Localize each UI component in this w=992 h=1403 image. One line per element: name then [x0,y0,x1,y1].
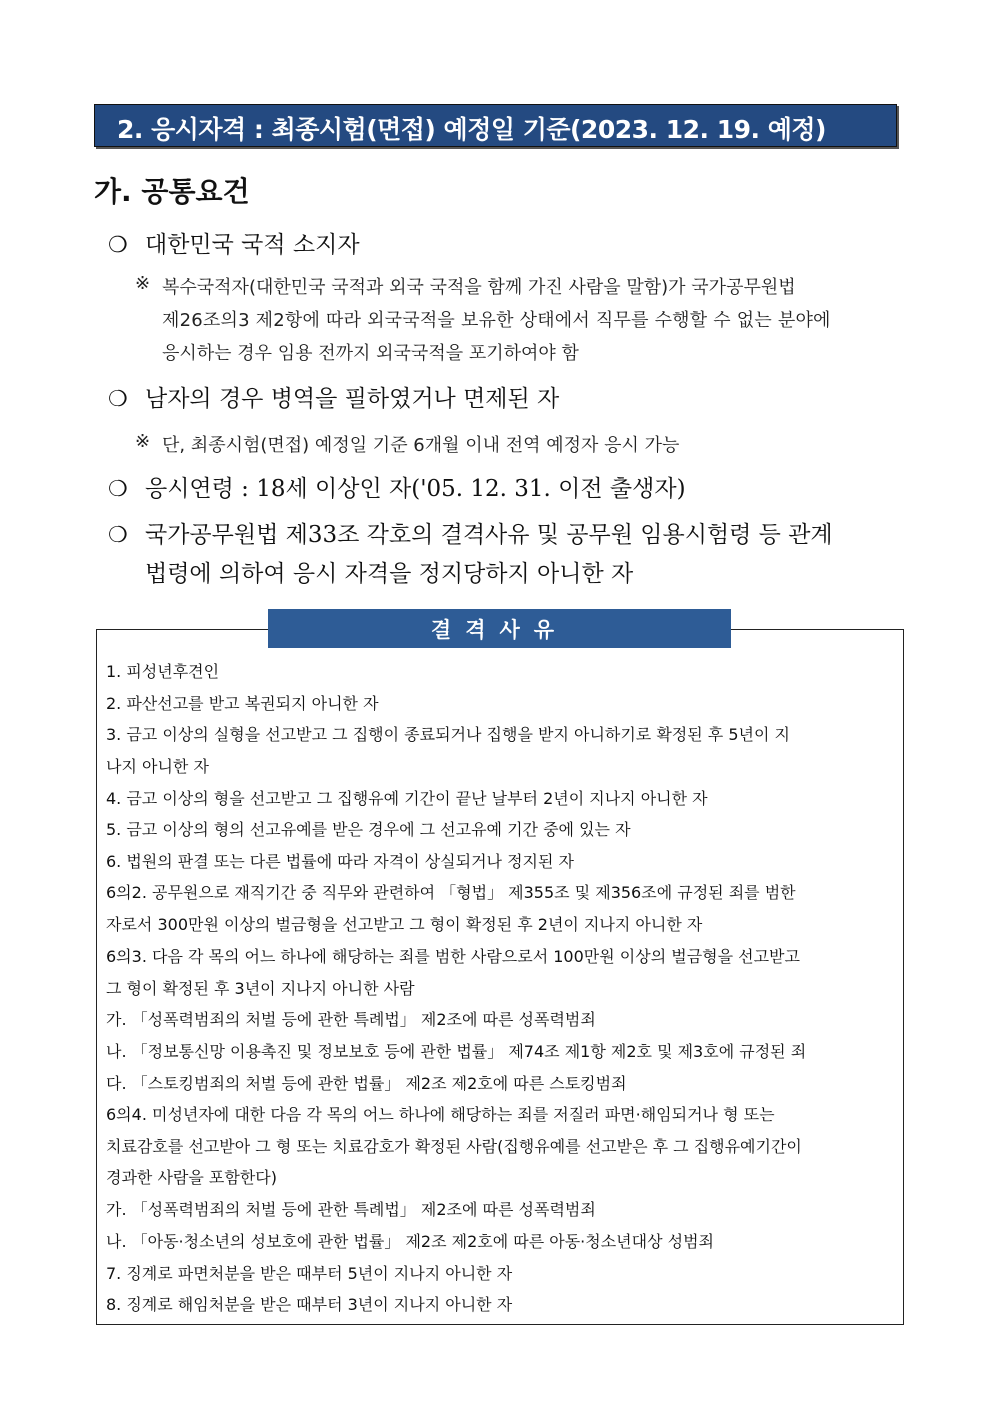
disqualification-line: 치료감호를 선고받아 그 형 또는 치료감호가 확정된 사람(집행유예를 선고받은 후 그 집행유예기간이 [106,1137,802,1156]
disqualification-line: 3. 금고 이상의 실형을 선고받고 그 집행이 종료되거나 집행을 받지 아니하기로 확정된 후 5년이 지 [106,725,790,744]
requirement-text: 응시연령 : 18세 이상인 자('05. 12. 31. 이전 출생자) [145,476,686,502]
disqualification-line: 6의4. 미성년자에 대한 다음 각 목의 어느 하나에 해당하는 죄를 저질러 파면·해임되거나 형 또는 [106,1105,775,1124]
note-dual-citizenship [135,273,150,294]
disqualification-line: 4. 금고 이상의 형을 선고받고 그 집행유예 기간이 끝난 날부터 2년이 지나지 아니한 자 [106,789,708,808]
note-line: 응시하는 경우 임용 전까지 외국국적을 포기하여야 함 [162,343,579,364]
disqualification-line: 2. 파산선고를 받고 복권되지 아니한 자 [106,694,379,713]
requirement-age [108,470,686,503]
disqualification-line: 6의3. 다음 각 목의 어느 하나에 해당하는 죄를 범한 사람으로서 100만원 이상의 벌금형을 선고받고 [106,947,800,966]
note-line: 복수국적자(대한민국 국적과 외국 국적을 함께 가진 사람을 말함)가 국가공무원법 [162,277,796,298]
bullet-circle-icon: ❍ [108,523,128,548]
requirement-nationality [108,226,360,259]
disqualification-line: 가. 「성폭력범죄의 처벌 등에 관한 특례법」 제2조에 따른 성폭력범죄 [106,1010,596,1029]
note-line: 제26조의3 제2항에 따라 외국국적을 보유한 상태에서 직무를 수행할 수 없는 분야에 [162,310,831,331]
disqualification-line: 가. 「성폭력범죄의 처벌 등에 관한 특례법」 제2조에 따른 성폭력범죄 [106,1200,596,1219]
note-mark-icon: ※ [135,273,151,294]
requirement-disqualification [108,516,833,549]
disqualification-title: 결격사유 [268,609,731,648]
disqualification-line: 6. 법원의 판결 또는 다른 법률에 따라 자격이 상실되거나 정지된 자 [106,852,574,871]
disqualification-line: 나. 「정보통신망 이용촉진 및 정보보호 등에 관한 법률」 제74조 제1항 제2호 및 제3호에 규정된 죄 [106,1042,807,1061]
disqualification-line: 다. 「스토킹범죄의 처벌 등에 관한 법률」 제2조 제2호에 따른 스토킹범죄 [106,1074,627,1093]
disqualification-line: 나. 「아동·청소년의 성보호에 관한 법률」 제2조 제2호에 따른 아동·청소년대상 성범죄 [106,1232,714,1251]
disqualification-line: 나지 아니한 자 [106,757,209,776]
disqualification-line: 그 형이 확정된 후 3년이 지나지 아니한 사람 [106,979,415,998]
bullet-circle-icon: ❍ [108,387,128,412]
subsection-title: 가. 공통요건 [94,175,250,208]
requirement-text: 대한민국 국적 소지자 [145,232,360,258]
disqualification-line: 5. 금고 이상의 형의 선고유예를 받은 경우에 그 선고유예 기간 중에 있는 자 [106,820,631,839]
requirement-text: 남자의 경우 병역을 필하였거나 면제된 자 [145,386,560,412]
bullet-circle-icon: ❍ [108,477,128,502]
requirement-military [108,380,559,413]
disqualification-line: 1. 피성년후견인 [106,662,220,681]
note-mark-icon: ※ [135,431,151,452]
disqualification-line: 8. 징계로 해임처분을 받은 때부터 3년이 지나지 아니한 자 [106,1295,513,1314]
note-military [135,431,150,452]
disqualification-line: 자로서 300만원 이상의 벌금형을 선고받고 그 형이 확정된 후 2년이 지나지 아니한 자 [106,915,703,934]
disqualification-line: 6의2. 공무원으로 재직기간 중 직무와 관련하여 「형법」 제355조 및 제356조에 규정된 죄를 범한 [106,883,796,902]
section-header-title: 2. 응시자격 : 최종시험(면접) 예정일 기준(2023. 12. 19. 예정) [117,115,826,144]
requirement-text: 국가공무원법 제33조 각호의 결격사유 및 공무원 임용시험령 등 관계 [145,522,833,548]
disqualification-line: 7. 징계로 파면처분을 받은 때부터 5년이 지나지 아니한 자 [106,1264,513,1283]
disqualification-line: 경과한 사람을 포함한다) [106,1168,277,1187]
bullet-circle-icon: ❍ [108,233,128,258]
note-line: 단, 최종시험(면접) 예정일 기준 6개월 이내 전역 예정자 응시 가능 [162,435,680,456]
requirement-text-continued: 법령에 의하여 응시 자격을 정지당하지 아니한 자 [145,561,634,587]
section-header [94,104,897,147]
